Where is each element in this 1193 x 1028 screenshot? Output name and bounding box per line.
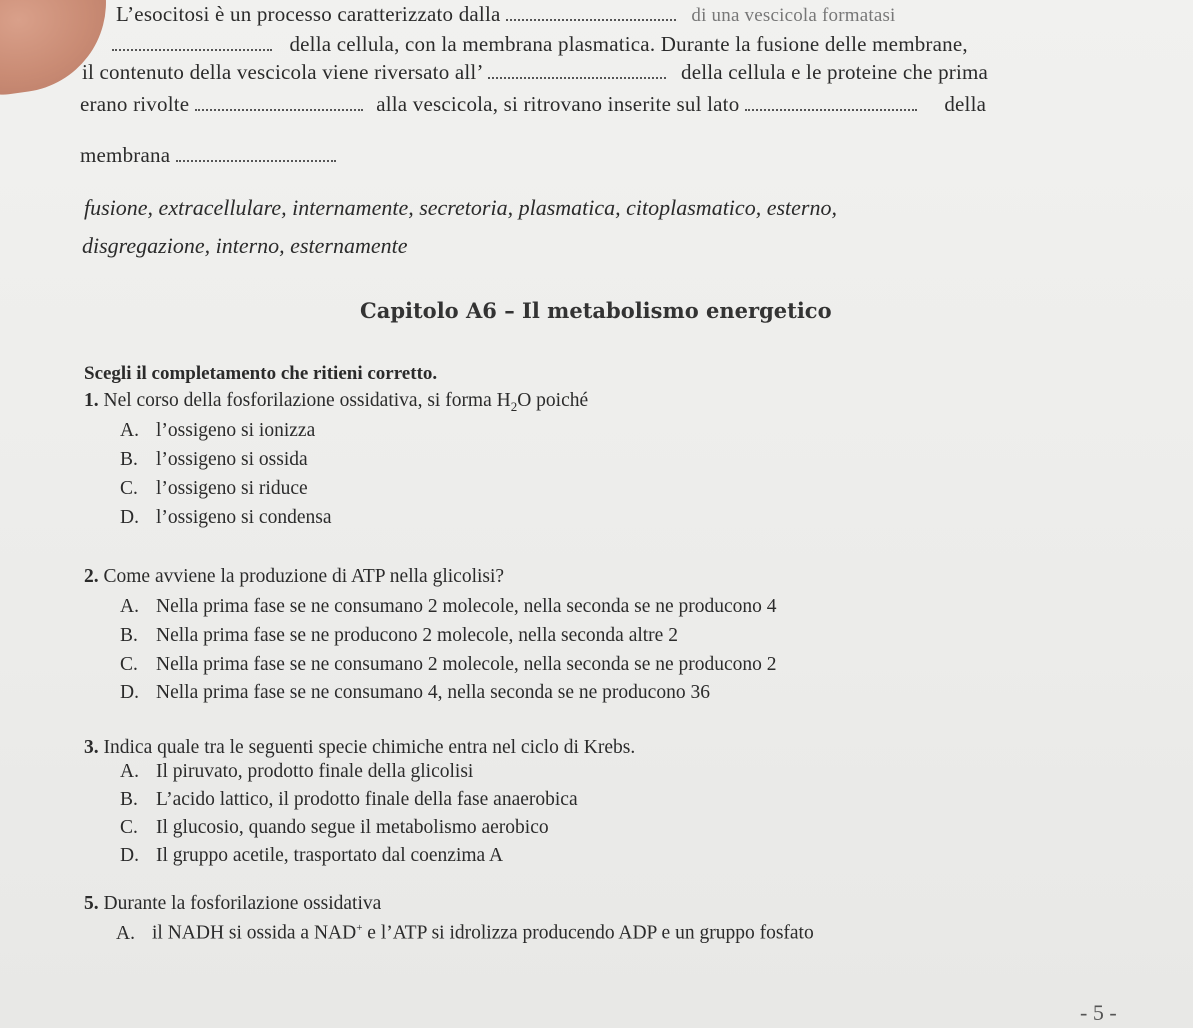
option-letter: A. — [120, 596, 139, 617]
option-letter: D. — [120, 682, 139, 703]
fill-text: erano rivolte — [80, 92, 190, 116]
option-letter: B. — [120, 625, 138, 646]
option-3a[interactable] — [120, 761, 473, 783]
option-text: Il gruppo acetile, trasportato dal coenzima A — [156, 845, 504, 866]
option-letter: A. — [120, 420, 139, 441]
blank-5[interactable] — [745, 95, 917, 111]
question-number: 1. — [84, 390, 99, 411]
question-1 — [84, 390, 588, 415]
option-3b[interactable] — [120, 789, 578, 811]
option-text: l’ossigeno si ossida — [156, 449, 308, 470]
option-text: Nella prima fase se ne consumano 2 molecole, nella seconda se ne producono 4 — [156, 596, 777, 617]
option-letter: A. — [120, 761, 139, 782]
fill-text: della cellula e le proteine che prima — [681, 60, 989, 84]
option-text: L’acido lattico, il prodotto finale della fase anaerobica — [156, 789, 578, 810]
question-text: Come avviene la produzione di ATP nella glicolisi? — [103, 566, 505, 587]
fill-text: alla vescicola, si ritrovano inserite sul lato — [376, 92, 740, 116]
option-2d[interactable] — [120, 682, 710, 704]
option-text: Il piruvato, prodotto finale della glicolisi — [156, 761, 474, 782]
fill-text: della cellula, con la membrana plasmatica. Durante la fusione delle membrane, — [289, 32, 968, 56]
blank-4[interactable] — [195, 95, 363, 111]
fill-text: membrana — [80, 143, 171, 167]
fill-text: L’esocitosi è un processo caratterizzato dalla — [116, 2, 501, 26]
question-number: 5. — [84, 893, 99, 914]
option-1c[interactable] — [120, 478, 308, 500]
blank-3[interactable] — [488, 63, 666, 79]
question-number: 2. — [84, 566, 99, 587]
option-1d[interactable] — [120, 507, 331, 529]
option-letter: A. — [116, 922, 135, 944]
option-text: il NADH si ossida a NAD — [152, 922, 357, 944]
blank-1[interactable] — [506, 5, 676, 21]
option-text: l’ossigeno si ionizza — [156, 420, 316, 441]
superscript: + — [356, 922, 363, 934]
blank-6[interactable] — [176, 146, 336, 162]
question-5 — [84, 893, 381, 915]
fill-line-3 — [82, 60, 988, 85]
option-letter: C. — [120, 478, 138, 499]
option-text: Nella prima fase se ne consumano 2 molecole, nella seconda se ne producono 2 — [156, 654, 777, 675]
option-text: Nella prima fase se ne consumano 4, nella seconda se ne producono 36 — [156, 682, 710, 703]
fill-text: della — [944, 92, 987, 116]
word-bank-line-1: fusione, extracellulare, internamente, secretoria, plasmatica, citoplasmatico, esterno, — [84, 195, 837, 220]
option-3d[interactable] — [120, 845, 503, 867]
option-3c[interactable] — [120, 817, 549, 839]
option-letter: C. — [120, 817, 138, 838]
option-1b[interactable] — [120, 449, 308, 471]
option-1a[interactable] — [120, 420, 315, 442]
option-text: l’ossigeno si riduce — [156, 478, 308, 499]
option-letter: C. — [120, 654, 138, 675]
word-bank-line-2: disgregazione, interno, esternamente — [82, 233, 408, 258]
blank-2[interactable] — [112, 35, 272, 51]
subscript: 2 — [510, 398, 518, 414]
fill-line-4 — [80, 92, 986, 117]
question-number: 3. — [84, 737, 99, 758]
option-letter: B. — [120, 789, 138, 810]
option-2c[interactable] — [120, 654, 777, 676]
instruction: Scegli il completamento che ritieni corretto. — [84, 363, 438, 384]
question-text: O poiché — [517, 390, 589, 411]
question-2 — [84, 566, 504, 588]
option-letter: D. — [120, 845, 139, 866]
option-5a[interactable] — [116, 922, 814, 945]
option-text: Nella prima fase se ne producono 2 molecole, nella seconda altre 2 — [156, 625, 678, 646]
chapter-title: Capitolo A6 – Il metabolismo energetico — [360, 298, 832, 323]
fill-line-1 — [116, 2, 896, 27]
option-text: l’ossigeno si condensa — [156, 507, 332, 528]
question-text: Nel corso della fosforilazione ossidativa, si forma H — [103, 390, 511, 411]
fill-line-5 — [80, 143, 336, 168]
option-letter: B. — [120, 449, 138, 470]
question-text: Durante la fosforilazione ossidativa — [103, 893, 382, 914]
fill-line-2 — [112, 32, 968, 57]
option-text: e l’ATP si idrolizza producendo ADP e un gruppo fosfato — [362, 922, 814, 944]
fill-text: il contenuto della vescicola viene riversato all’ — [82, 60, 483, 84]
option-2a[interactable] — [120, 596, 777, 618]
question-3 — [84, 737, 635, 759]
option-2b[interactable] — [120, 625, 678, 647]
option-letter: D. — [120, 507, 139, 528]
page-number: - 5 - — [1080, 1000, 1117, 1025]
option-text: Il glucosio, quando segue il metabolismo aerobico — [156, 817, 549, 838]
question-text: Indica quale tra le seguenti specie chimiche entra nel ciclo di Krebs. — [103, 737, 636, 758]
fill-text: di una vescicola formatasi — [691, 5, 896, 26]
